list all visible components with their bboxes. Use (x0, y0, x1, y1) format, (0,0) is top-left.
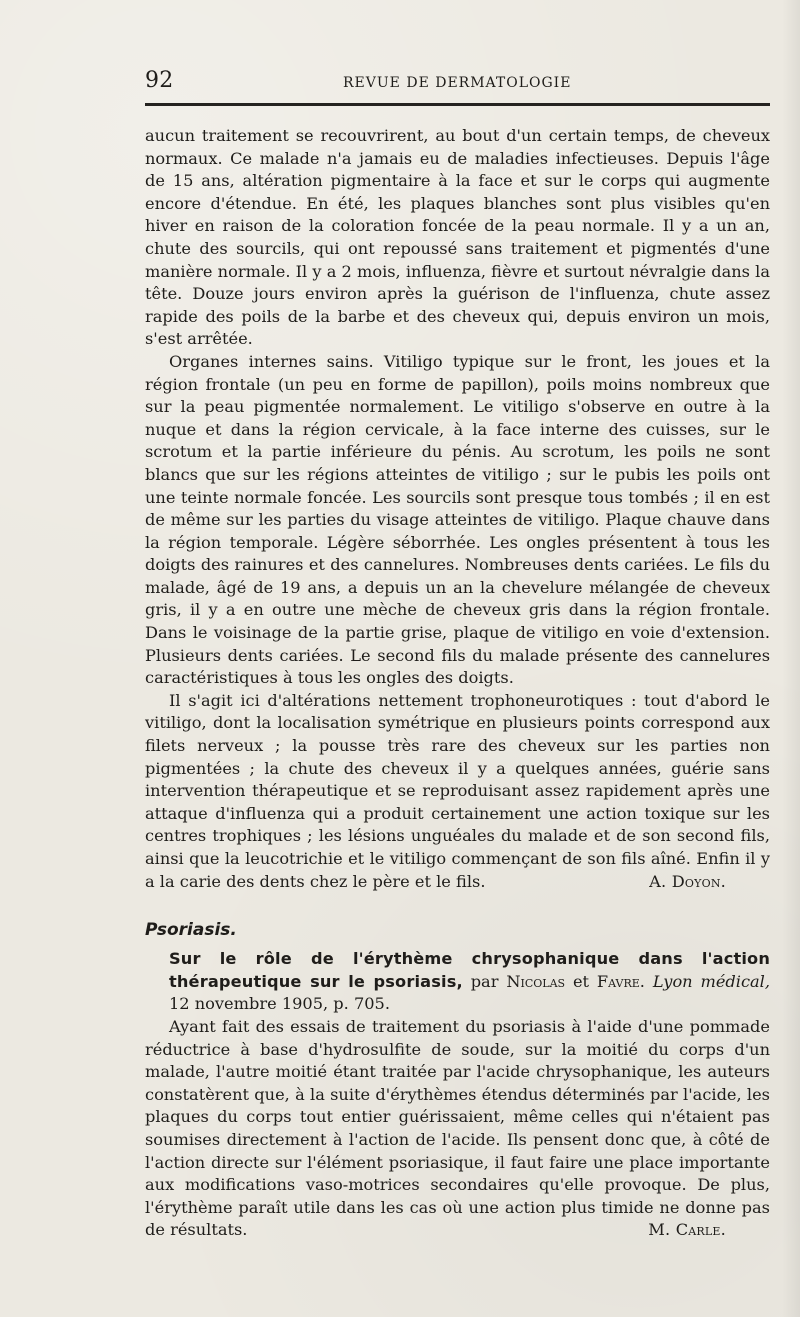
article-paragraph: Ayant fait des essais de traitement du psoriasis à l'aide d'une pommade réductrice à base d'hydrosulfite de soude, sur la moitié du corps d'un malade, l'autre moitié étant traitée par l'acide chrysophanique, les auteurs constatèrent que, à la suite d'érythèmes étendus déterminés par l'acide, les plaques du corps tout entier guérissaient, même celles qui n'étaient pas soumises directement à l'action de l'acide. Ils pensent donc que, à côté de l'action directe sur l'élément psoriasique, il faut faire une place importante aux modifications vaso-motrices secondaires qu'elle provoque. De plus, l'érythème paraît utile dans les cas où une action plus timide ne donne pas de résultats. (145, 1016, 770, 1240)
citation-date-pages: 12 novembre 1905, p. 705. (169, 994, 390, 1014)
author-conjunction: et (565, 971, 597, 991)
header-rule (145, 103, 770, 106)
body-paragraph-1: aucun traitement se recouvrirent, au bout d'un certain temps, de cheveux normaux. Ce malade n'a jamais eu de maladies infectieuses. Depuis l'âge de 15 ans, altération pigmentaire à la face et sur le corps qui augmente encore d'étendue. En été, les plaques blanches sont plus visibles qu'en hiver en raison de la coloration foncée de la peau normale. Il y a un an, chute des sourcils, qui ont repoussé sans traitement et pigmentés d'une manière normale. Il y a 2 mois, influenza, fièvre et surtout névralgie dans la tête. Douze jours environ après la guérison de l'influenza, chute assez rapide des poils de la barbe et des cheveux qui, depuis environ un mois, s'est arrêtée. (145, 126, 770, 349)
page-number: 92 (145, 68, 174, 93)
author-signature-doyon: A. Doyon. (649, 871, 726, 891)
author-favre: Favre (596, 971, 640, 991)
body-paragraph-2: Organes internes sains. Vitiligo typique sur le front, les joues et la région frontale (un peu en forme de papillon), poils moins nombreux que sur la peau pigmentée normalement. Le vitiligo s'observe en outre à la nuque et dans la région cervicale, à la face interne des cuisses, sur le scrotum et la partie inférieure du pénis. Au scrotum, les poils ne sont blancs que sur les régions atteintes de vitiligo ; sur le pubis les poils ont une teinte normale foncée. Les sourcils sont presque tous tombés ; il en est de même sur les parties du visage atteintes de vitiligo. Plaque chauve dans la région temporale. Légère séborrhée. Les ongles présentent à tous les doigts des rainures et des cannelures. Nombreuses dents cariées. Le fils du malade, âgé de 19 ans, a depuis un an la chevelure mélangée de cheveux gris, il y a en outre une mèche de cheveux gris dans la région frontale. Dans le voisinage de la partie grise, plaque de vitiligo en voie d'extension. Plusieurs dents cariées. Le second fils du malade présente des cannelures caractéristiques à tous les ongles des doigts. (145, 351, 770, 688)
article-by: par (462, 971, 507, 991)
page-edge-shadow (782, 0, 800, 1317)
page-header (145, 68, 770, 94)
journal-title: Lyon médical, (652, 971, 770, 991)
author-nicolas: Nicolas (506, 971, 566, 991)
section-title-psoriasis: Psoriasis. (145, 920, 237, 941)
main-text (145, 125, 770, 1242)
body-paragraph-3: Il s'agit ici d'altérations nettement trophoneurotiques : tout d'abord le vitiligo, dont la localisation symétrique en plusieurs points correspond aux filets nerveux ; la pousse très rare des cheveux sur les parties non pigmentées ; la chute des cheveux il y a quelques années, guérie sans intervention thérapeutique et se reproduisant assez rapidement après une attaque d'influenza qui a produit certainement une action toxique sur les centres trophiques ; les lésions unguéales du malade et de son second fils, ainsi que la leucotrichie et le vitiligo commençant de son fils aîné. Enfin il y a la carie des dents chez le père et le fils. (145, 690, 770, 891)
article-heading (169, 948, 770, 1016)
author-signature-carle: M. Carle. (648, 1220, 726, 1240)
author-separator: . (639, 971, 653, 991)
running-title: REVUE DE DERMATOLOGIE (343, 75, 572, 91)
article-title: Sur le rôle de l'érythème chrysophanique dans l'action thérapeutique sur le psoriasis, (169, 949, 770, 991)
